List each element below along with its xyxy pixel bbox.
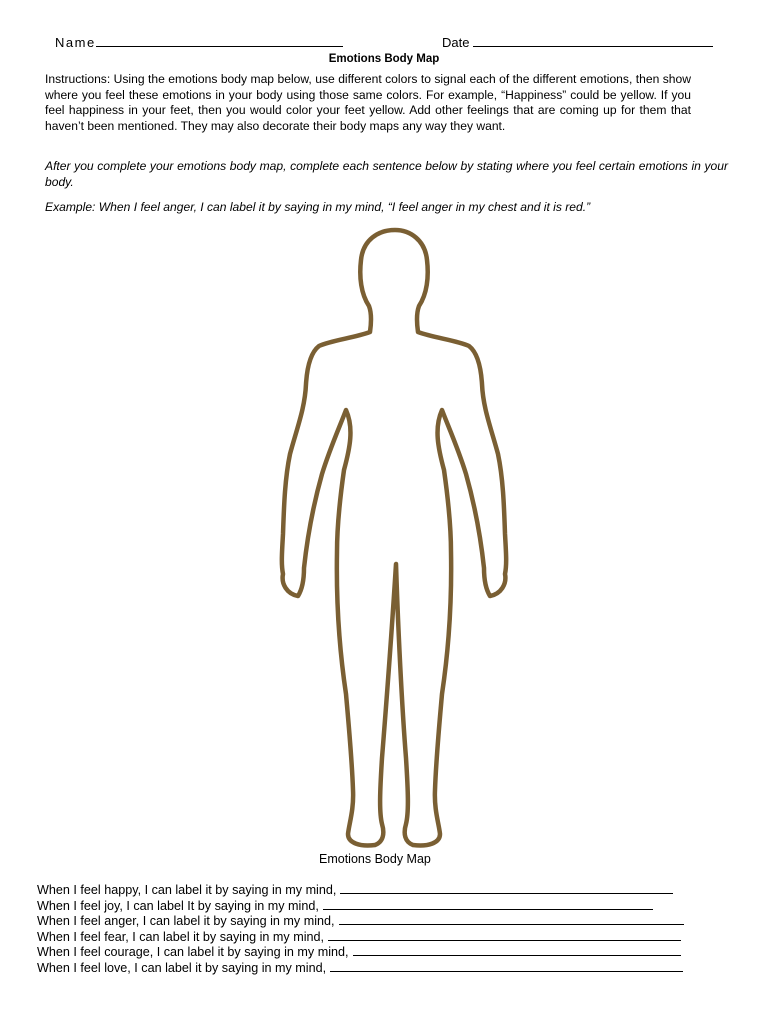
answer-line-anger[interactable] xyxy=(339,913,684,925)
body-outline-path xyxy=(282,230,506,846)
answer-line-fear[interactable] xyxy=(328,929,681,941)
sentence-love-text: When I feel love, I can label it by saying in my mind, xyxy=(37,960,327,975)
sentence-fear-text: When I feel fear, I can label it by saying in my mind, xyxy=(37,929,324,944)
name-blank-line[interactable] xyxy=(96,34,343,47)
body-outline-figure xyxy=(270,222,520,857)
sentence-courage-text: When I feel courage, I can label it by saying in my mind, xyxy=(37,945,349,960)
date-field[interactable] xyxy=(442,34,713,50)
answer-line-courage[interactable] xyxy=(353,944,681,956)
figure-caption: Emotions Body Map xyxy=(319,852,431,866)
sentence-joy xyxy=(37,898,737,914)
sentence-list xyxy=(37,882,737,976)
sentence-courage xyxy=(37,944,737,960)
header-row xyxy=(55,34,725,52)
sentence-joy-text: When I feel joy, I can label It by saying in my mind, xyxy=(37,898,319,913)
instructions-paragraph: Instructions: Using the emotions body map below, use different colors to signal each of the different emotions, then show where you feel these emotions in your body using those same colors. For example, “Happiness” could be yellow. If you feel happiness in your feet, then you would color your feet yellow. Add other feelings that are coming up for them that haven’t been mentioned. They may also decorate their body maps any way they want. xyxy=(45,72,691,133)
sentence-happy xyxy=(37,882,737,898)
sentence-anger-text: When I feel anger, I can label it by saying in my mind, xyxy=(37,914,335,929)
sentence-happy-text: When I feel happy, I can label it by saying in my mind, xyxy=(37,883,337,897)
date-label: Date xyxy=(442,35,470,50)
name-label: Name xyxy=(55,35,96,50)
followup-paragraph: After you complete your emotions body map, complete each sentence below by stating where you feel certain emotions in your body. xyxy=(45,159,728,189)
sentence-fear xyxy=(37,929,737,945)
answer-line-happy[interactable] xyxy=(340,882,673,894)
answer-line-joy[interactable] xyxy=(323,898,653,910)
name-field[interactable] xyxy=(55,34,343,50)
example-paragraph: Example: When I feel anger, I can label it by saying in my mind, “I feel anger in my chest and it is red.” xyxy=(45,200,591,214)
sentence-love xyxy=(37,960,737,976)
answer-line-love[interactable] xyxy=(330,960,683,972)
date-blank-line[interactable] xyxy=(473,34,713,47)
page-title: Emotions Body Map xyxy=(328,53,440,65)
sentence-anger xyxy=(37,913,737,929)
